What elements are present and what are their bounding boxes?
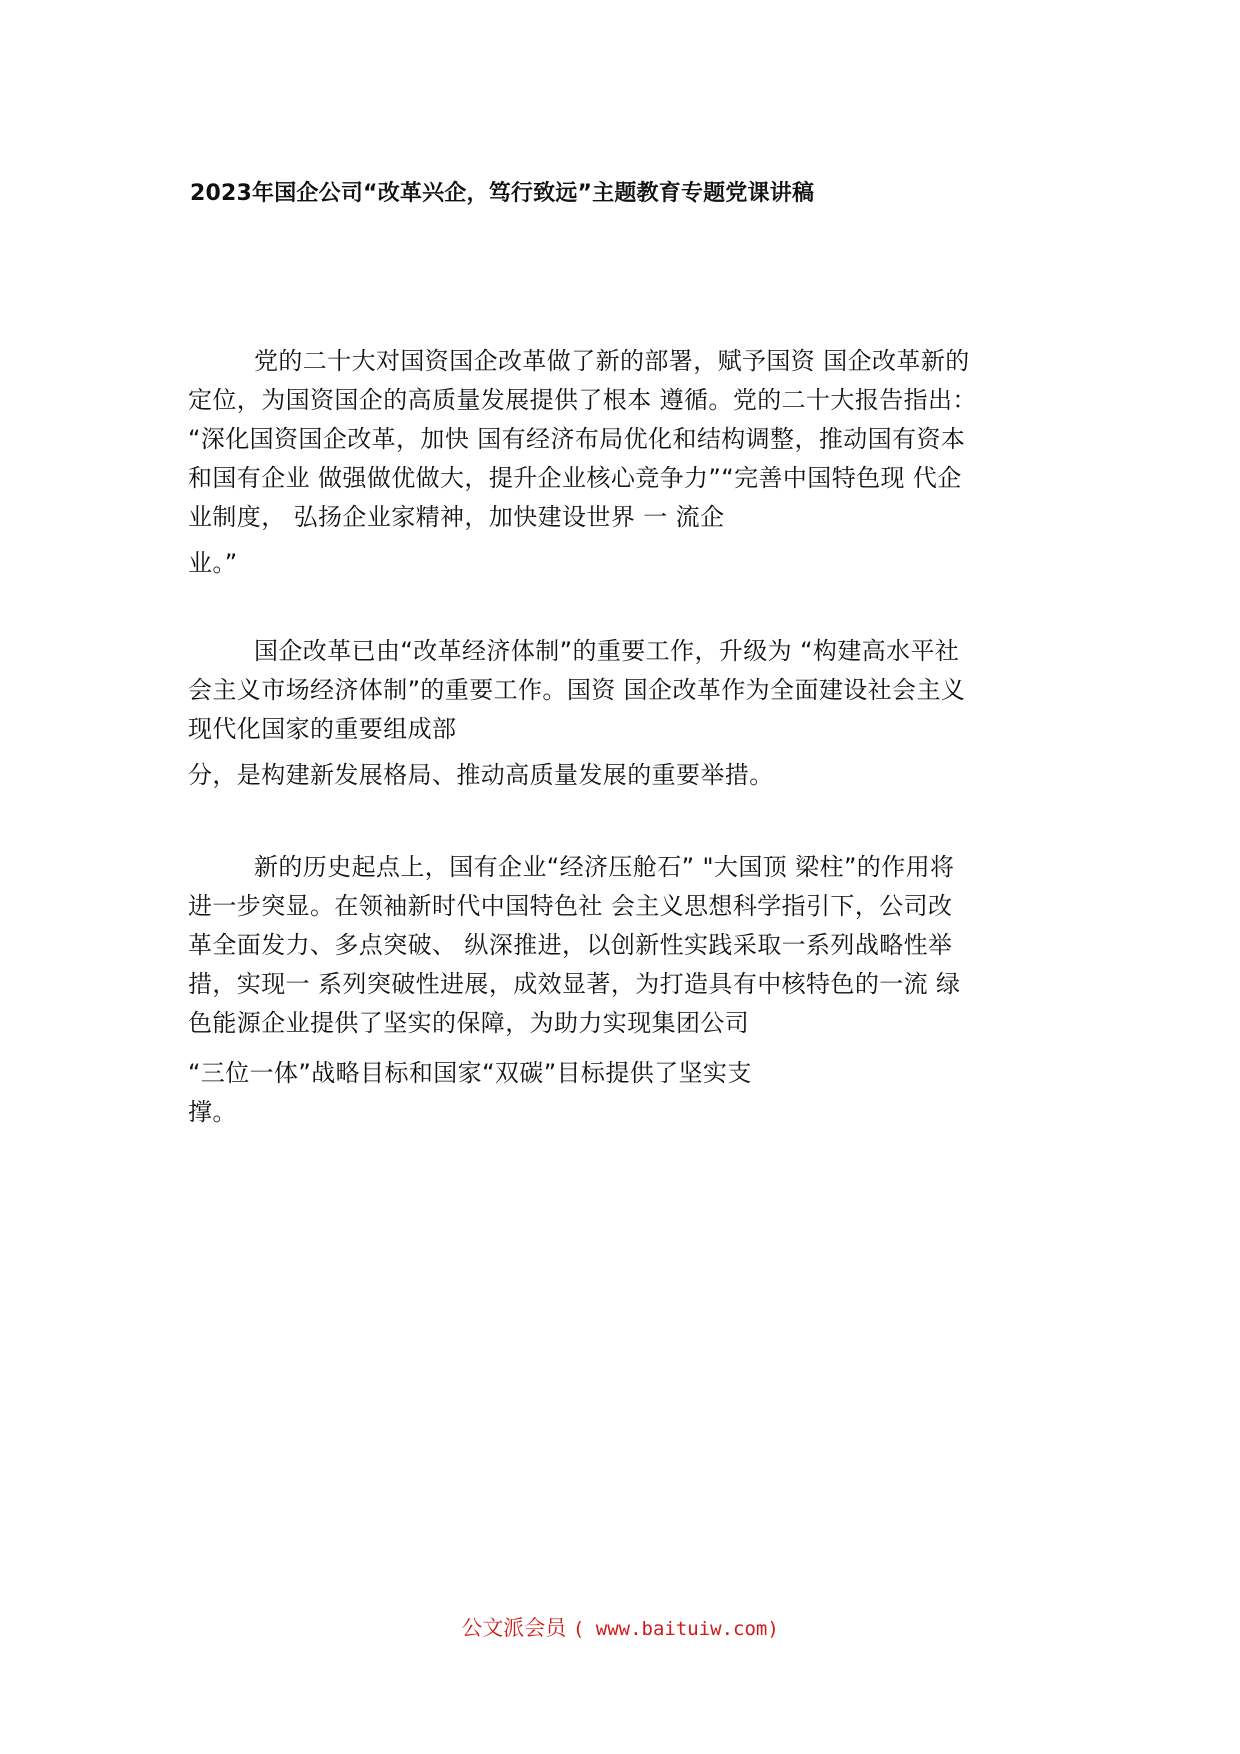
paragraph-line: 会主义市场经济体制”的重要工作。国资 国企改革作为全面建设社会主义 bbox=[188, 676, 966, 704]
paragraph-line: “三位一体”战略目标和国家“双碳”目标提供了坚实支 bbox=[188, 1059, 752, 1087]
paragraph-line: 国企改革已由“改革经济体制”的重要工作，升级为 “构建高水平社 bbox=[254, 637, 960, 665]
paragraph-line: 撑。 bbox=[188, 1098, 237, 1126]
document-title: 2023年国企公司“改革兴企，笃行致远”主题教育专题党课讲稿 bbox=[190, 181, 815, 206]
paragraph-line: 业制度， 弘扬企业家精神，加快建设世界 一 流企 bbox=[188, 503, 725, 531]
paragraph-2-tail bbox=[188, 756, 1063, 795]
paragraph-line: 色能源企业提供了坚实的保障，为助力实现集团公司 bbox=[188, 1009, 750, 1037]
paragraph-line: 定位，为国资国企的高质量发展提供了根本 遵循。党的二十大报告指出： bbox=[188, 386, 977, 414]
paragraph-line: 和国有企业 做强做优做大，提升企业核心竞争力”“完善中国特色现 代企 bbox=[188, 464, 962, 492]
paragraph-line: 党的二十大对国资国企改革做了新的部署，赋予国资 国企改革新的 bbox=[254, 347, 970, 375]
paragraph-line: 新的历史起点上，国有企业“经济压舱石” "大国顶 梁柱”的作用将 bbox=[254, 853, 955, 881]
paragraph-1 bbox=[188, 342, 1063, 537]
footer-label: 公文派会员 bbox=[461, 1616, 567, 1640]
paragraph-1-tail bbox=[188, 544, 1063, 583]
paragraph-line: 业。” bbox=[188, 549, 238, 577]
paragraph-3-tail bbox=[188, 1054, 1063, 1132]
paragraph-line: 进一步突显。在领袖新时代中国特色社 会主义思想科学指引下，公司改 bbox=[188, 892, 953, 920]
paragraph-line: 分，是构建新发展格局、推动高质量发展的重要举措。 bbox=[188, 761, 774, 789]
footer-url: ( www.baituiw.com) bbox=[572, 1618, 779, 1640]
paragraph-3 bbox=[188, 848, 1063, 1043]
paragraph-line: “深化国资国企改革，加快 国有经济布局优化和结构调整，推动国有资本 bbox=[188, 425, 966, 453]
paragraph-line: 措，实现一 系列突破性进展，成效显著，为打造具有中核特色的一流 绿 bbox=[188, 970, 961, 998]
footer-watermark bbox=[0, 1612, 1240, 1642]
paragraph-line: 革全面发力、多点突破、 纵深推进，以创新性实践采取一系列战略性举 bbox=[188, 931, 953, 959]
paragraph-line: 现代化国家的重要组成部 bbox=[188, 715, 457, 743]
paragraph-2 bbox=[188, 632, 1063, 749]
